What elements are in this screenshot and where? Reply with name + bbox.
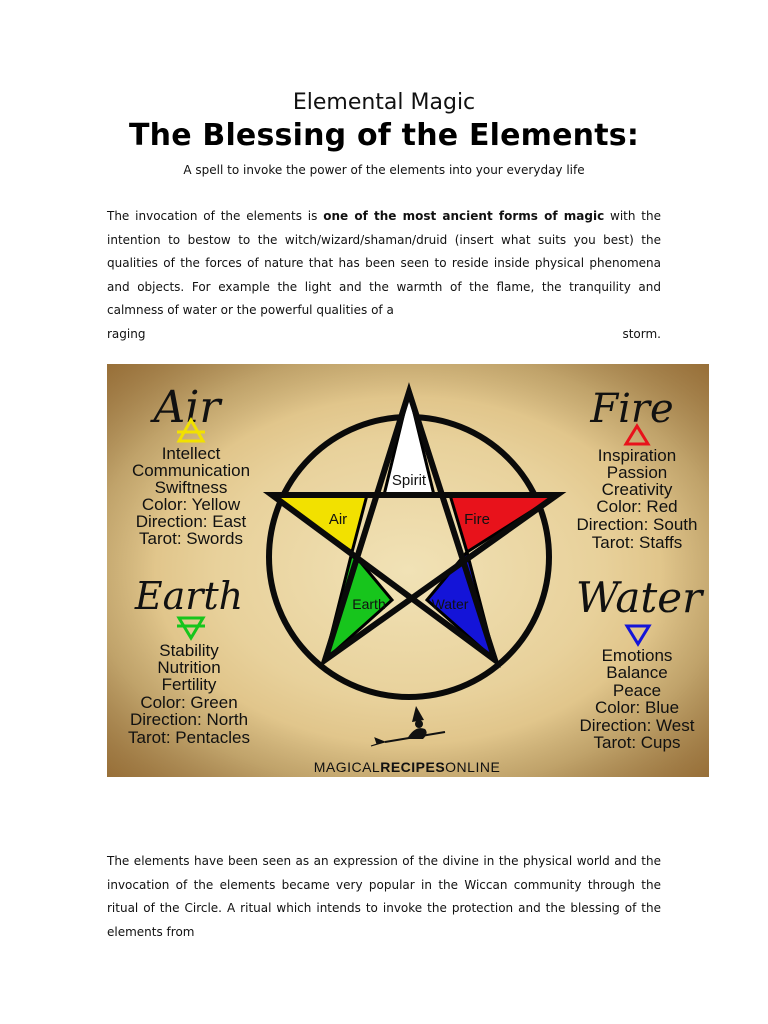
brand-part-3: ONLINE [445,759,501,775]
elements-pentagram-figure [107,364,709,777]
fire-attr-1: Inspiration [597,446,677,465]
intro-bold-phrase: one of the most ancient forms of magic [323,209,605,223]
elemental-magic-kicker: Elemental Magic [292,90,476,115]
fire-attr-6: Tarot: Staffs [591,533,683,552]
air-attr-3: Swiftness [154,478,228,497]
earth-attr-1: Stability [159,641,219,660]
pentagram-diagram [107,364,709,777]
intro-last-right: storm. [622,326,661,341]
brand-logo [314,759,501,775]
intro-paragraph [107,205,661,346]
air-label: Air [328,511,348,528]
earth-attr-6: Tarot: Pentacles [128,728,250,747]
water-attr-5: Direction: West [579,716,695,735]
water-attr-4: Color: Blue [594,698,680,717]
earth-attr-4: Color: Green [140,693,238,712]
intro-text-rest: with the intention to bestow to the witch/wizard/shaman/druid (insert what suits you best) the qualities of the forces of nature that has been seen to reside inside physical phenomena and objects. For example the light and the warmth of the flame, the tranquility and calmness of water or the powerful qualities of a [107,209,661,317]
fire-attr-5: Direction: South [576,515,698,534]
page-title: The Blessing of the Elements: [128,118,640,153]
body-paragraph-2: The elements have been seen as an expression of the divine in the physical world and the invocation of the elements became very popular in the Wiccan community through the ritual of the Circle. A ritual which intends to invoke the protection and the blessing of the elements from [107,854,661,939]
water-heading: Water [575,573,703,622]
fire-label: Fire [464,511,490,528]
intro-text-start: The invocation of the elements is [107,209,324,223]
water-attr-6: Tarot: Cups [593,733,681,752]
air-attr-5: Direction: East [135,512,247,531]
earth-heading: Earth [134,574,244,618]
air-attr-6: Tarot: Swords [139,529,243,548]
earth-attr-2: Nutrition [157,658,221,677]
page-tagline: A spell to invoke the power of the elements into your everyday life [183,163,585,177]
intro-last-line [107,323,661,347]
fire-attr-2: Passion [606,463,668,482]
water-attr-1: Emotions [601,646,673,665]
brand-part-2: RECIPES [380,759,446,775]
spirit-label: Spirit [391,472,427,489]
water-label: Water [431,596,469,612]
fire-attr-4: Color: Red [596,497,678,516]
water-attr-2: Balance [606,663,668,682]
air-heading: Air [153,382,221,433]
air-attr-2: Communication [131,461,251,480]
fire-heading: Fire [590,386,674,432]
earth-label: Earth [352,596,386,612]
water-attr-3: Peace [612,681,662,700]
brand-part-1: MAGICAL [313,759,381,775]
earth-attr-3: Fertility [161,675,217,694]
air-attr-4: Color: Yellow [141,495,241,514]
intro-last-left: raging [107,326,146,341]
fire-attr-3: Creativity [601,480,673,499]
earth-attr-5: Direction: North [129,710,249,729]
air-attr-1: Intellect [161,444,221,463]
